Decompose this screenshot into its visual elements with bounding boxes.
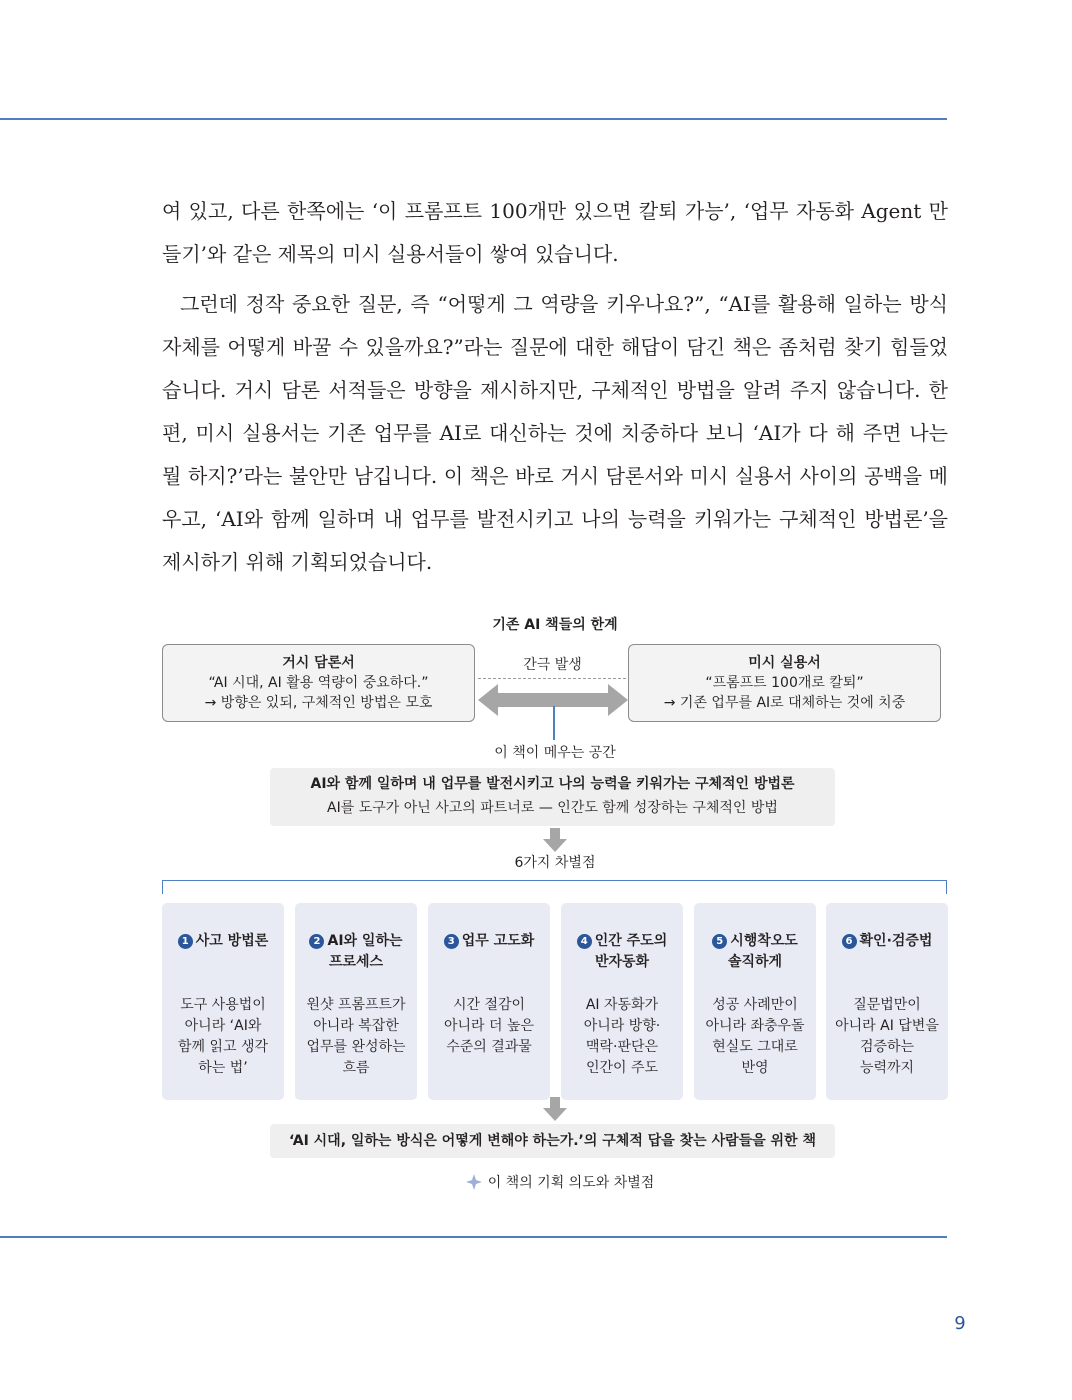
card-desc-line: 수준의 결과물 [446, 1039, 532, 1055]
card-title [561, 931, 683, 993]
card-desc-line: 원샷 프롬프트가 [306, 997, 406, 1013]
body-paragraph-2: 그런데 정작 중요한 질문, 즉 “어떻게 그 역량을 키우나요?”, “AI를 활용해 일하는 방식 자체를 어떻게 바꿀 수 있을까요?”라는 질문에 대한 해답이 담긴 책은 좀처럼 찾기 힘들었습니다. 거시 담론 서적들은 방향을 제시하지만, 구체적인 방법을 알려 주지 않습니다. 한편, 미시 실용서는 기존 업무를 AI로 대신하는 것에 치중하다 보니 ‘AI가 다 해 주면 나는 뭘 하지?’라는 불안만 남깁니다. 이 책은 바로 거시 담론서와 미시 실용서 사이의 공백을 메우고, ‘AI와 함께 일하며 내 업무를 발전시키고 나의 능력을 키워가는 구체적인 방법론’을 제시하기 위해 기획되었습니다. [162, 292, 948, 574]
differentiator-card-2 [295, 903, 417, 1100]
card-title [162, 931, 284, 993]
method-subline: AI를 도구가 아닌 사고의 파트너로 — 인간도 함께 성장하는 구체적인 방법 [327, 800, 778, 816]
card-desc-line: 질문법만이 [853, 997, 921, 1013]
card-title-line2: 솔직하게 [727, 954, 783, 970]
figure-caption-text: 이 책의 기획 의도와 차별점 [487, 1175, 655, 1191]
number-badge-icon: 1 [178, 934, 193, 949]
card-desc [694, 995, 816, 1079]
card-title-line1: 인간 주도의 [594, 933, 668, 949]
differentiator-card-1 [162, 903, 284, 1100]
method-box [270, 768, 835, 826]
down-arrow-icon [543, 828, 567, 852]
card-desc-line: 하는 법’ [198, 1060, 248, 1076]
gap-dashed-line [478, 678, 626, 679]
card-title-line1: 업무 고도화 [461, 933, 535, 949]
card-desc-line: 현실도 그대로 [712, 1039, 798, 1055]
card-desc-line: 흐름 [342, 1060, 370, 1076]
micro-book-note: → 기존 업무를 AI로 대체하는 것에 치중 [663, 695, 906, 711]
card-desc-line: 시간 절감이 [452, 997, 526, 1013]
top-rule [0, 118, 947, 120]
card-desc-line: 도구 사용법이 [180, 997, 266, 1013]
macro-book-quote: “AI 시대, AI 활용 역량이 중요하다.” [208, 675, 429, 691]
card-title-line1: AI와 일하는 [327, 933, 403, 949]
card-desc-line: 성공 사례만이 [712, 997, 798, 1013]
fill-label: 이 책이 메우는 공간 [494, 745, 616, 761]
card-title-line1: 사고 방법론 [195, 933, 269, 949]
card-title-line2: 프로세스 [328, 954, 384, 970]
card-desc-line: 업무를 완성하는 [306, 1039, 406, 1055]
card-desc-line: 아니라 ‘AI와 [184, 1018, 262, 1034]
card-desc-line: 아니라 방향· [583, 1018, 661, 1034]
differentiator-card-3 [428, 903, 550, 1100]
card-desc-line: AI 자동화가 [585, 997, 659, 1013]
diagram-title: 기존 AI 책들의 한계 [492, 617, 618, 633]
number-badge-icon: 3 [444, 934, 459, 949]
card-desc-line: 아니라 좌충우돌 [705, 1018, 805, 1034]
card-desc-line: 아니라 더 높은 [443, 1018, 535, 1034]
differentiator-card-5 [694, 903, 816, 1100]
sparkle-icon [466, 1174, 482, 1190]
card-desc-line: 아니라 AI 답변을 [835, 1018, 939, 1034]
bottom-rule [0, 1236, 947, 1238]
micro-book-title: 미시 실용서 [748, 655, 821, 671]
card-desc [428, 995, 550, 1058]
card-desc [561, 995, 683, 1079]
card-desc-line: 맥락·판단은 [585, 1039, 659, 1055]
connector-line [553, 706, 555, 740]
differentiator-card-4 [561, 903, 683, 1100]
card-desc [162, 995, 284, 1079]
macro-book-title: 거시 담론서 [282, 655, 355, 671]
differentiators-label: 6가지 차별점 [514, 855, 596, 871]
card-desc-line: 능력까지 [859, 1060, 915, 1076]
card-title-line2: 반자동화 [594, 954, 650, 970]
card-title [826, 931, 948, 993]
page-number: 9 [954, 1313, 966, 1334]
card-desc-line: 아니라 복잡한 [313, 1018, 399, 1034]
card-desc [295, 995, 417, 1079]
differentiator-card-6 [826, 903, 948, 1100]
card-desc-line: 반영 [741, 1060, 769, 1076]
body-paragraph-1: 여 있고, 다른 한쪽에는 ‘이 프롬프트 100개만 있으면 칼퇴 가능’, ‘업무 자동화 Agent 만들기’와 같은 제목의 미시 실용서들이 쌓여 있습니다. [162, 199, 948, 266]
gap-label: 간극 발생 [523, 657, 582, 673]
number-badge-icon: 5 [712, 934, 727, 949]
number-badge-icon: 4 [577, 934, 592, 949]
down-arrow-icon [543, 1097, 567, 1121]
macro-book-note: → 방향은 있되, 구체적인 방법은 모호 [204, 695, 433, 711]
number-badge-icon: 2 [309, 934, 324, 949]
figure-caption [440, 1172, 680, 1194]
micro-book-quote: “프롬프트 100개로 칼퇴” [705, 675, 864, 691]
macro-book-box [162, 644, 475, 722]
card-title-line1: 확인·검증법 [859, 933, 933, 949]
card-desc-line: 인간이 주도 [585, 1060, 659, 1076]
card-desc-line: 함께 읽고 생각 [177, 1039, 269, 1055]
card-title [428, 931, 550, 993]
card-title-line1: 시행착오도 [730, 933, 798, 949]
bracket-line [162, 880, 947, 894]
card-desc [826, 995, 948, 1079]
number-badge-icon: 6 [842, 934, 857, 949]
method-headline: AI와 함께 일하며 내 업무를 발전시키고 나의 능력을 키워가는 구체적인 방법론 [310, 776, 795, 792]
conclusion-box: ‘AI 시대, 일하는 방식은 어떻게 변해야 하는가.’의 구체적 답을 찾는 사람들을 위한 책 [270, 1124, 835, 1158]
micro-book-box [628, 644, 941, 722]
card-desc-line: 검증하는 [859, 1039, 915, 1055]
card-title [295, 931, 417, 993]
card-title [694, 931, 816, 993]
